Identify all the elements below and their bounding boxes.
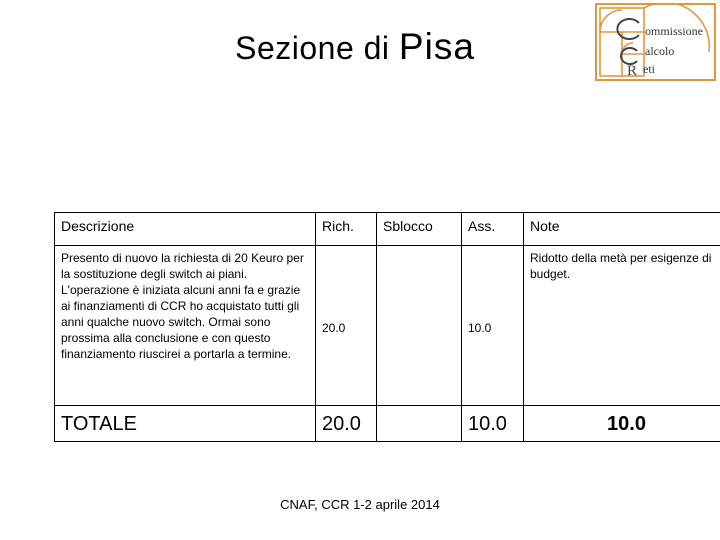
budget-table <box>54 212 720 442</box>
cell-rich: 20.0 <box>316 246 377 406</box>
totale-label: TOTALE <box>55 406 316 442</box>
table-header-row <box>55 213 720 246</box>
table-row <box>55 246 720 406</box>
cell-sblocco <box>377 246 462 406</box>
header-ass: Ass. <box>462 213 524 246</box>
cell-ass: 10.0 <box>462 246 524 406</box>
title-city: Pisa <box>398 26 475 67</box>
header-note: Note <box>524 213 720 246</box>
cell-note: Ridotto della metà per esigenze di budget. <box>524 246 720 406</box>
logo-word-3: eti <box>643 62 655 76</box>
header-rich: Rich. <box>316 213 377 246</box>
slide-footer: CNAF, CCR 1-2 aprile 2014 <box>280 497 440 512</box>
totale-rich: 20.0 <box>316 406 377 442</box>
cell-descrizione: Presento di nuovo la richiesta di 20 Keuro per la sostituzione degli switch ai piani. L'operazione è iniziata alcuni anni fa e grazie ai finanziamenti di CCR ho acquistato tutti gli anni qualche nuovo switch. Ormai sono prossima alla conclusione e con questo finanziamento riuscirei a portarla a termine. <box>55 246 316 406</box>
totale-note: 10.0 <box>524 406 720 442</box>
totale-sblocco <box>377 406 462 442</box>
svg-text:R: R <box>627 63 638 79</box>
header-sblocco: Sblocco <box>377 213 462 246</box>
totale-ass: 10.0 <box>462 406 524 442</box>
logo-word-1: ommissione <box>645 24 704 38</box>
ccr-logo <box>595 3 716 81</box>
totale-row <box>55 406 720 442</box>
title-prefix: Sezione di <box>235 30 399 66</box>
logo-word-2: alcolo <box>645 44 675 58</box>
logo-spiral-icon <box>597 5 714 79</box>
header-descrizione: Descrizione <box>55 213 316 246</box>
